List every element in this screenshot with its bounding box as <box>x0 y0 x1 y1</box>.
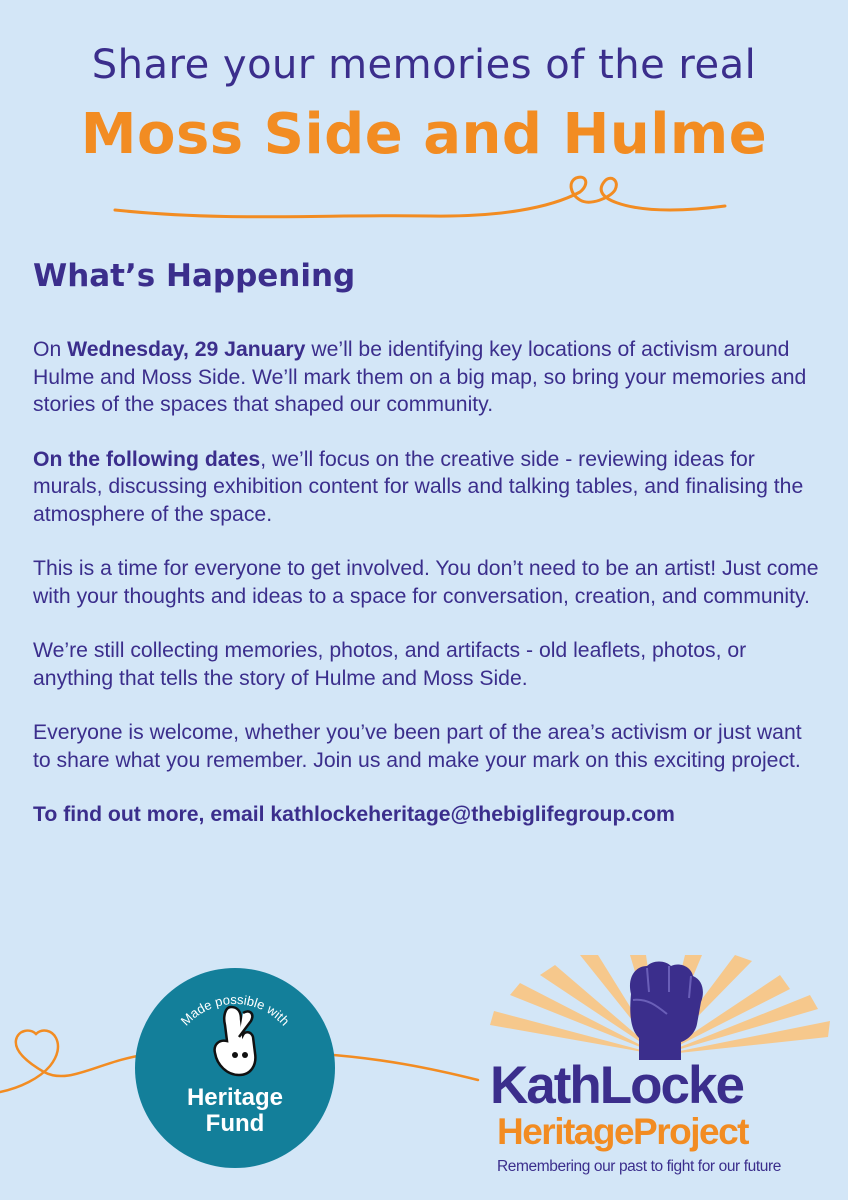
kath-locke-tagline: Remembering our past to fight for our future <box>497 1158 781 1175</box>
headline-intro: Share your memories of the real <box>91 42 757 88</box>
paragraph-get-involved: This is a time for everyone to get involved. You don’t need to be an artist! Just come with your thoughts and ideas to a space for conversation, creation, and community. <box>33 557 819 608</box>
following-dates-highlight: On the following dates <box>33 447 261 471</box>
svg-text:Made possible with: Made possible with <box>177 991 293 1029</box>
paragraph-welcome: Everyone is welcome, whether you’ve been part of the area’s activism or just want to share what you remember. Join us and make your mark on this exciting project. <box>33 721 802 772</box>
date-highlight: Wednesday, 29 January <box>67 338 306 361</box>
heritage-project-name: HeritageProject <box>497 1111 748 1152</box>
p2-text: , we’ll focus on the creative side - reviewing ideas for murals, discussing exhibition content for walls and talking tables, and finalising the atmosphere of the space. <box>33 447 804 526</box>
raised-fist-icon <box>617 958 707 1062</box>
body-content <box>33 336 823 856</box>
paragraph-following-dates <box>33 446 823 529</box>
heritage-fund-name <box>135 1085 335 1137</box>
section-title: What’s Happening <box>33 258 356 294</box>
lottery-crossed-fingers-icon <box>205 1003 265 1079</box>
paragraph-collecting: We’re still collecting memories, photos, and artifacts - old leaflets, photos, or anything that tells the story of Hulme and Moss Side. <box>33 639 747 690</box>
kath-locke-name: KathLocke <box>490 1056 743 1115</box>
contact-email-link[interactable]: kathlockeheritage@thebiglifegroup.com <box>270 803 675 826</box>
p1-text: we’ll be identifying key locations of activism around Hulme and Moss Side. We’ll mark them on a big map, so bring your memories and stories of the spaces that shaped our community. <box>33 338 807 416</box>
paragraph-wednesday <box>33 336 823 419</box>
contact-line <box>33 801 823 829</box>
contact-prefix: To find out more, email <box>33 803 271 826</box>
heart-swirl-icon <box>110 170 730 230</box>
heritage-fund-name-line2: Fund <box>205 1110 265 1137</box>
heritage-fund-name-line1: Heritage <box>186 1084 284 1111</box>
headline-place: Moss Side and Hulme <box>80 102 768 167</box>
p1-prefix: On <box>33 338 68 361</box>
